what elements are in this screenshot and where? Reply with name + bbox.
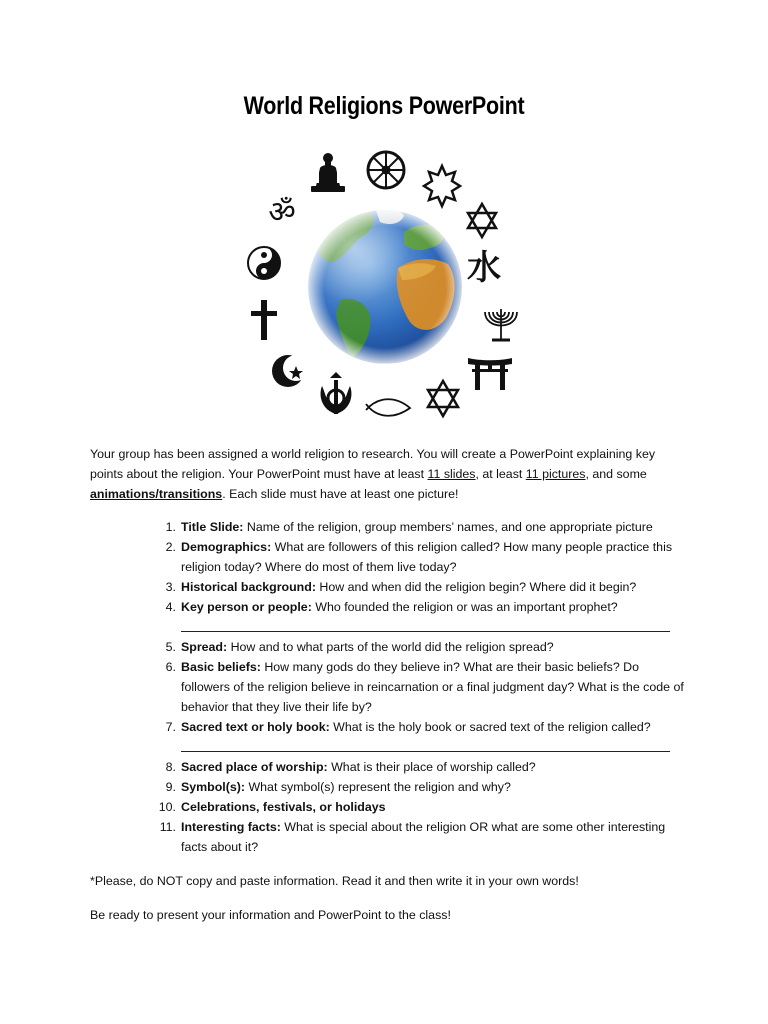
star-of-david-icon [468,204,496,237]
animations-requirement: animations/transitions [90,487,223,501]
pictures-requirement: 11 pictures [525,467,586,481]
list-item: 2. Demographics: What are followers of this religion called? How many people practice this religion today? Where do most of them live today? [165,540,673,574]
list-item: 9. Symbol(s): What symbol(s) represent the religion and why? [165,780,511,794]
khanda-icon [321,372,352,414]
dharma-wheel-icon [368,152,404,188]
globe-icon [293,195,477,379]
list-item: 11. Interesting facts: What is special about the religion OR what are some other interesting facts about it? [159,820,666,854]
list-item: 6. Basic beliefs: How many gods do they believe in? What are their basic beliefs? Do followers of the religion believe in reincarnation or a final judgment day? What is the code of behavior that they live their life by? [165,660,684,714]
buddha-icon [311,153,345,192]
torii-gate-icon [468,358,512,390]
copy-warning-note: *Please, do NOT copy and paste information. Read it and then write it in your own words! [90,874,579,888]
bahai-star-icon [424,166,460,206]
list-item: 4. Key person or people: Who founded the religion or was an important prophet? [154,597,684,637]
list-item: 5. Spread: How and to what parts of the world did the religion spread? [165,640,554,654]
page-title: World Religions PowerPoint [243,92,525,120]
answer-line [181,617,684,637]
present-reminder-note: Be ready to present your information and PowerPoint to the class! [90,908,451,922]
answer-line [181,737,684,757]
star-of-david-outline-icon [428,381,458,416]
list-item: 8. Sacred place of worship: What is their place of worship called? [165,760,536,774]
list-item: 7. Sacred text or holy book: What is the holy book or sacred text of the religion called? [154,717,684,757]
latin-cross-icon [251,300,277,340]
intro-paragraph: Your group has been assigned a world religion to research. You will create a PowerPoint explaining key points about the religion. Your PowerPoint must have at least 11 slides, at least 11 pictures, and some animations/transitions. Each slide must have at least one picture! [90,447,656,501]
list-item: 10. Celebrations, festivals, or holidays [158,800,386,814]
water-kanji-icon: 水 [467,248,501,288]
om-icon: ॐ [268,195,296,230]
slides-requirement: 11 slides [427,467,476,481]
star-and-crescent-icon [272,355,309,387]
menorah-icon [485,309,517,340]
list-item: 3. Historical background: How and when did the religion begin? Where did it begin? [165,580,637,594]
list-item: 1. Title Slide: Name of the religion, group members’ names, and one appropriate picture [165,520,653,534]
requirements-list [154,517,684,857]
yin-yang-icon [248,247,280,279]
world-religions-emblem [230,142,530,432]
ichthys-fish-icon [366,399,410,416]
